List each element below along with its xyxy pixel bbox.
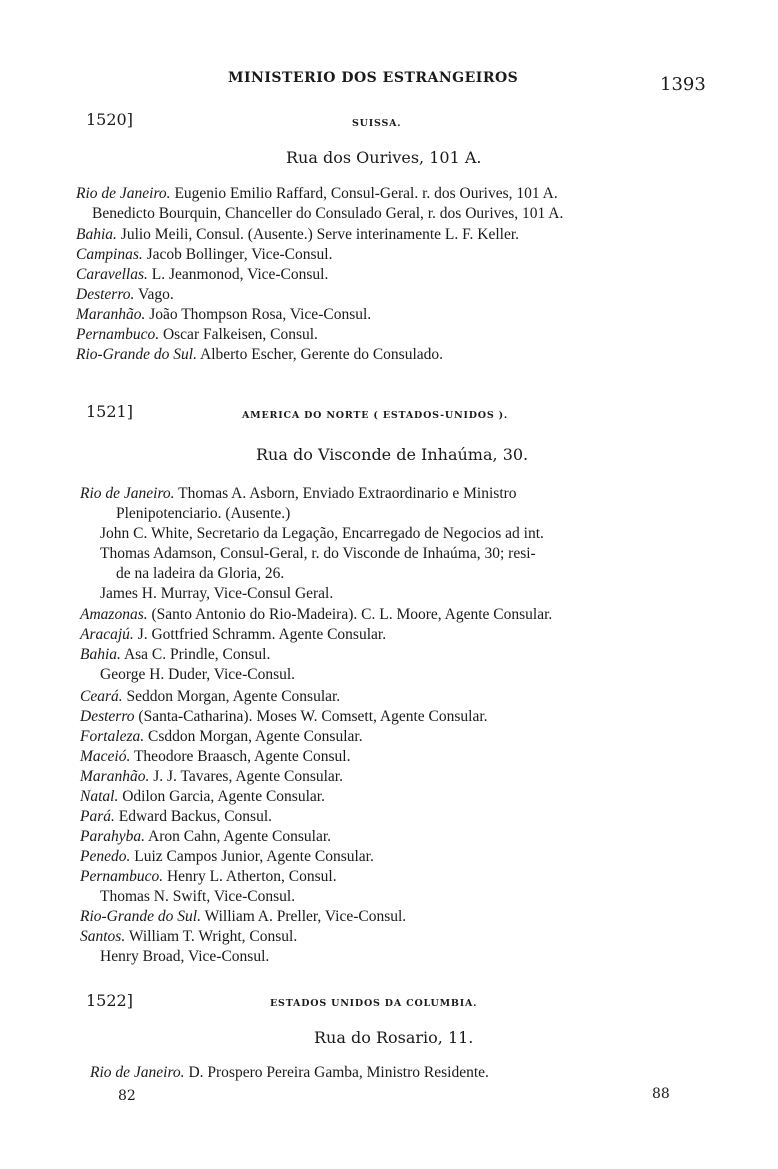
entry-line: [76, 226, 519, 244]
entry-place: Penedo.: [80, 848, 131, 865]
entry-place: Maceió.: [80, 748, 131, 765]
entry-text: Edward Backus, Consul.: [118, 808, 273, 825]
entry-place: Rio de Janeiro.: [76, 185, 171, 202]
entry-line: [76, 185, 558, 203]
entry-place: Campinas.: [76, 246, 143, 263]
entry-line: [80, 748, 350, 766]
entry-place: Fortaleza.: [80, 728, 145, 745]
entry-line: [80, 768, 343, 786]
entry-place: Maranhão.: [80, 768, 150, 785]
entry-text: William A. Preller, Vice-Consul.: [204, 908, 407, 925]
page-number: 1393: [660, 74, 706, 95]
entry-line: [100, 525, 544, 543]
entry-place: Bahia.: [76, 226, 117, 243]
entry-text: Julio Meili, Consul. (Ausente.) Serve interinamente L. F. Keller.: [120, 226, 520, 243]
section-number: 1521]: [86, 402, 133, 421]
entry-text: Theodore Braasch, Agente Consul.: [133, 748, 351, 765]
entry-text: James H. Murray, Vice-Consul Geral.: [100, 585, 334, 602]
section-address: Rua do Rosario, 11.: [314, 1028, 474, 1047]
entry-text: Seddon Morgan, Agente Consular.: [126, 688, 341, 705]
entry-line: [76, 266, 328, 284]
entry-line: [90, 1064, 489, 1082]
section-title: ESTADOS UNIDOS DA COLUMBIA.: [270, 998, 478, 1009]
entry-text: Odilon Garcia, Agente Consular.: [122, 788, 325, 805]
entry-text: D. Prospero Pereira Gamba, Ministro Residente.: [188, 1064, 489, 1081]
entry-place: Caravellas.: [76, 266, 148, 283]
entry-text: (Santo Antonio do Rio-Madeira). C. L. Moore, Agente Consular.: [151, 606, 553, 623]
entry-text: Thomas N. Swift, Vice-Consul.: [100, 888, 296, 905]
entry-text: Henry L. Atherton, Consul.: [166, 868, 337, 885]
entry-text: Oscar Falkeisen, Consul.: [162, 326, 318, 343]
entry-line: [80, 485, 517, 503]
entry-text: João Thompson Rosa, Vice-Consul.: [149, 306, 372, 323]
footer-signature-right: 88: [652, 1086, 670, 1102]
entry-text: Alberto Escher, Gerente do Consulado.: [200, 346, 444, 363]
section-number: 1522]: [86, 991, 133, 1010]
section-number: 1520]: [86, 110, 133, 129]
entry-line: [76, 346, 443, 364]
entry-line: [80, 708, 488, 726]
entry-line: [80, 788, 325, 806]
entry-text: Aron Cahn, Agente Consular.: [148, 828, 332, 845]
entry-place: Rio-Grande do Sul.: [76, 346, 197, 363]
entry-text: Luiz Campos Junior, Agente Consular.: [134, 848, 374, 865]
entry-place: Rio de Janeiro.: [80, 485, 175, 502]
entry-text: Asa C. Prindle, Consul.: [123, 646, 271, 663]
section-address: Rua do Visconde de Inhaúma, 30.: [256, 445, 529, 464]
entry-text: Csddon Morgan, Agente Consular.: [148, 728, 363, 745]
entry-line: [76, 286, 174, 304]
entry-place: Pernambuco.: [80, 868, 164, 885]
entry-line: [80, 848, 374, 866]
entry-place: Desterro: [80, 708, 135, 725]
entry-place: Rio-Grande do Sul.: [80, 908, 201, 925]
entry-text: Eugenio Emilio Raffard, Consul-Geral. r. dos Ourives, 101 A.: [174, 185, 558, 202]
entry-text: George H. Duder, Vice-Consul.: [100, 666, 296, 683]
entry-text: L. Jeanmonod, Vice-Consul.: [151, 266, 329, 283]
entry-text: de na ladeira da Gloria, 26.: [116, 565, 285, 582]
entry-text: John C. White, Secretario da Legação, Encarregado de Negocios ad int.: [100, 525, 544, 542]
entry-line: [80, 928, 297, 946]
entry-line: [100, 948, 269, 966]
entry-line: [80, 646, 270, 664]
entry-text: Benedicto Bourquin, Chanceller do Consulado Geral, r. dos Ourives, 101 A.: [92, 205, 564, 222]
entry-place: Pernambuco.: [76, 326, 160, 343]
entry-line: [76, 246, 332, 264]
entry-line: [80, 728, 363, 746]
entry-line: [100, 666, 295, 684]
entry-line: [80, 626, 386, 644]
section-title: SUISSA.: [352, 118, 402, 129]
entry-place: Bahia.: [80, 646, 121, 663]
entry-line: [80, 908, 406, 926]
entry-text: Vago.: [138, 286, 174, 303]
entry-text: William T. Wright, Consul.: [128, 928, 298, 945]
entry-text: Henry Broad, Vice-Consul.: [100, 948, 270, 965]
entry-text: (Santa-Catharina). Moses W. Comsett, Agente Consular.: [138, 708, 488, 725]
entry-text: Thomas A. Asborn, Enviado Extraordinario e Ministro: [178, 485, 517, 502]
entry-place: Aracajú.: [80, 626, 134, 643]
entry-text: J. Gottfried Schramm. Agente Consular.: [137, 626, 387, 643]
running-header-title: MINISTERIO DOS ESTRANGEIROS: [228, 70, 519, 86]
entry-line: [116, 565, 284, 583]
entry-line: [100, 888, 295, 906]
entry-place: Rio de Janeiro.: [90, 1064, 185, 1081]
entry-line: [92, 205, 563, 223]
entry-text: Jacob Bollinger, Vice-Consul.: [146, 246, 333, 263]
entry-line: [100, 545, 536, 563]
entry-text: J. J. Tavares, Agente Consular.: [153, 768, 343, 785]
entry-place: Amazonas.: [80, 606, 148, 623]
entry-place: Parahyba.: [80, 828, 146, 845]
entry-line: [80, 868, 337, 886]
entry-line: [80, 688, 340, 706]
entry-place: Desterro.: [76, 286, 135, 303]
entry-text: Thomas Adamson, Consul-Geral, r. do Visconde de Inhaúma, 30; resi-: [100, 545, 536, 562]
entry-place: Natal.: [80, 788, 119, 805]
entry-place: Pará.: [80, 808, 115, 825]
entry-line: [80, 606, 552, 624]
entry-place: Maranhão.: [76, 306, 146, 323]
entry-place: Santos.: [80, 928, 126, 945]
entry-line: [80, 828, 331, 846]
entry-text: Plenipotenciario. (Ausente.): [116, 505, 291, 522]
entry-line: [80, 808, 272, 826]
entry-line: [116, 505, 290, 523]
entry-line: [100, 585, 333, 603]
entry-line: [76, 326, 318, 344]
section-address: Rua dos Ourives, 101 A.: [286, 148, 482, 167]
footer-signature-left: 82: [118, 1088, 136, 1104]
entry-line: [76, 306, 371, 324]
entry-place: Ceará.: [80, 688, 123, 705]
section-title: AMERICA DO NORTE ( ESTADOS-UNIDOS ).: [242, 410, 509, 421]
